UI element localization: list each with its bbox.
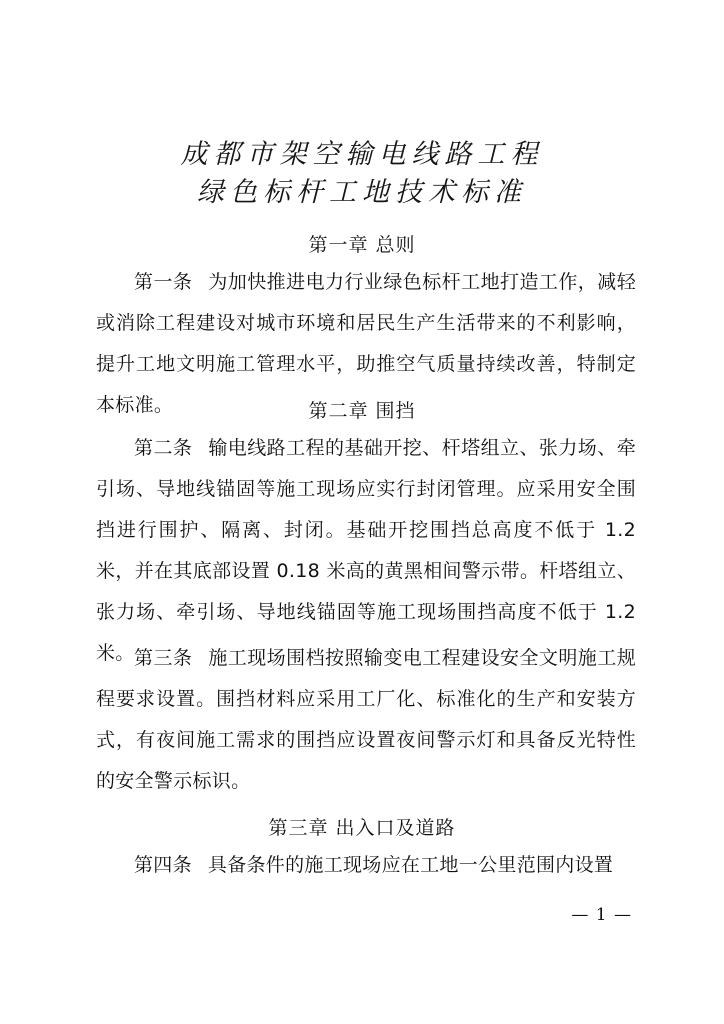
article-1-label: 第一条 — [134, 271, 193, 293]
chapter-1-heading: 第一章 总则 — [308, 234, 416, 256]
article-4 — [96, 845, 636, 886]
article-4-label: 第四条 — [134, 854, 192, 876]
chapter-2-heading: 第二章 围挡 — [308, 400, 416, 422]
article-1-text: 为加快推进电力行业绿色标杆工地打造工作，减轻或消除工程建设对城市环境和居民生产生活带来的不利影响，提升工地文明施工管理水平，助推空气质量持续改善，特制定本标准。 — [96, 271, 636, 416]
article-3-label: 第三条 — [134, 647, 193, 669]
document-title-line-1: 成都市架空输电线路工程 — [180, 139, 544, 170]
page-number: — 1 — — [571, 905, 632, 925]
article-2-text: 输电线路工程的基础开挖、杆塔组立、张力场、牵引场、导地线锚固等施工现场应实行封闭管理。应采用安全围挡进行围护、隔离、封闭。基础开挖围挡总高度不低于 1.2 米，并在其底部设置 0.18 米高的黄黑相间警示带。杆塔组立、张力场、牵引场、导地线锚固等施工现场围挡高度不低于 1.2 米。 — [96, 437, 636, 664]
chapter-3-heading: 第三章 出入口及道路 — [268, 817, 456, 839]
article-3 — [96, 638, 636, 802]
article-3-text: 施工现场围档按照输变电工程建设安全文明施工规程要求设置。围挡材料应采用工厂化、标准化的生产和安装方式，有夜间施工需求的围挡应设置夜间警示灯和具备反光特性的安全警示标识。 — [96, 647, 636, 792]
article-4-text: 具备条件的施工现场应在工地一公里范围内设置 — [207, 854, 614, 876]
article-2-label: 第二条 — [134, 437, 193, 459]
document-title-line-2: 绿色标杆工地技术标准 — [197, 177, 527, 208]
